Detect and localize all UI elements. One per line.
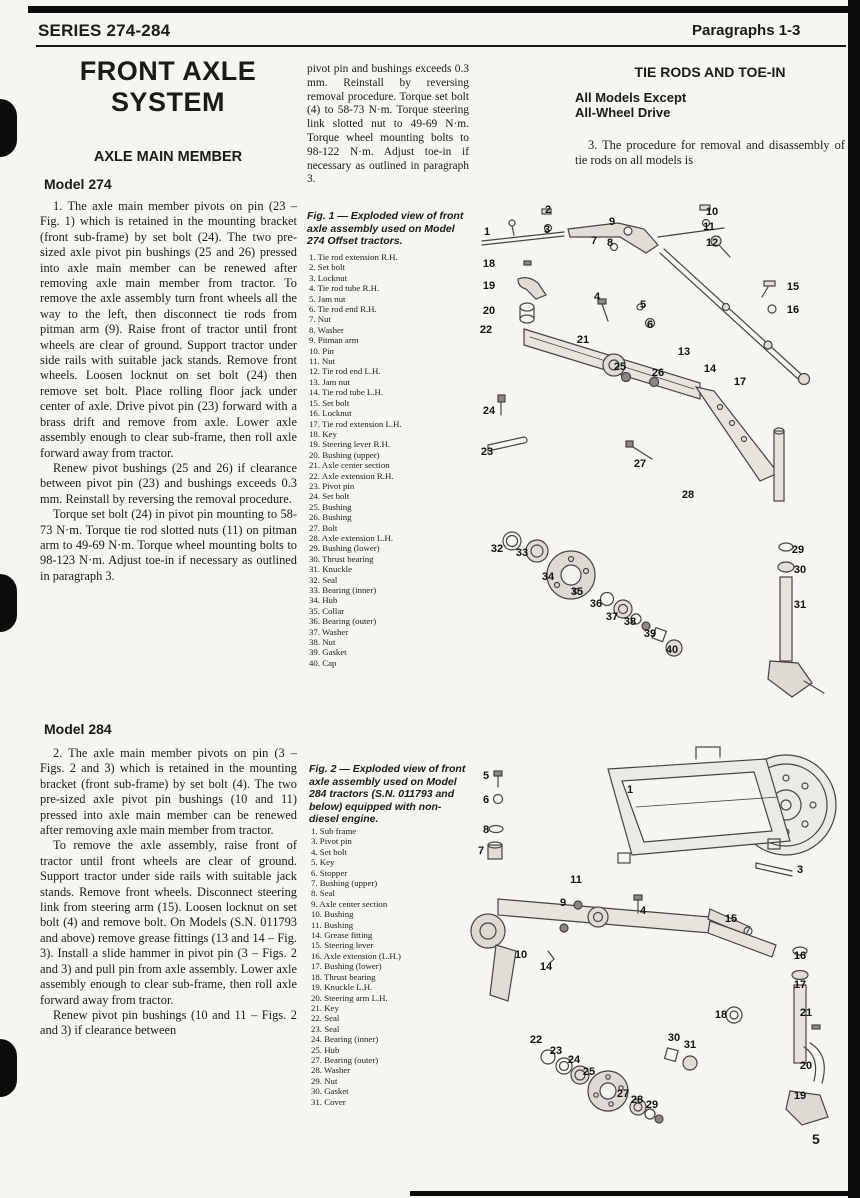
scan-edge-top <box>28 6 850 13</box>
fig-callout-26: 26 <box>651 367 665 379</box>
legend-item: 7. Nut <box>309 314 331 325</box>
legend-item: 5. Jam nut <box>309 293 346 304</box>
fig-callout-25: 25 <box>613 361 627 373</box>
fig-callout-15: 15 <box>786 281 800 293</box>
legend-item: 20. Steering arm L.H. <box>311 992 388 1003</box>
model-284-heading: Model 284 <box>44 721 112 737</box>
fig-callout-35: 35 <box>570 586 584 598</box>
fig-callout-19: 19 <box>793 1090 807 1102</box>
fig-callout-29: 29 <box>791 544 805 556</box>
legend-item: 14. Grease fitting <box>311 930 373 941</box>
fig-callout-9: 9 <box>608 216 616 228</box>
fig-callout-31: 31 <box>793 599 807 611</box>
tie-rods-heading: TIE RODS AND TOE-IN <box>634 64 786 80</box>
fig-callout-1: 1 <box>483 226 491 238</box>
legend-item: 25. Bushing <box>309 501 352 512</box>
legend-item: 27. Bolt <box>309 522 338 533</box>
legend-item: 30. Gasket <box>311 1086 349 1097</box>
fig-callout-24: 24 <box>567 1054 581 1066</box>
legend-item: 21. Key <box>311 1002 339 1013</box>
body-paragraph: Torque set bolt (24) in pivot pin mounting to 58-73 N·m. Torque tie rod slotted nuts (11) on pitman arm to 49-69 N·m. Torque wheel mounting bolts to 98-123 N·m. Adjust toe-in if necessary as outlined in paragraph 3. <box>40 507 297 583</box>
fig-callout-8: 8 <box>482 824 490 836</box>
legend-item: 34. Hub <box>309 595 338 606</box>
legend-item: 11. Nut <box>309 356 336 367</box>
legend-item: 23. Pivot pin <box>309 480 355 491</box>
legend-item: 6. Tie rod end R.H. <box>309 304 377 315</box>
fig-callout-10: 10 <box>705 206 719 218</box>
header-rule <box>36 45 846 47</box>
tie-rods-subheading-line-2: All-Wheel Drive <box>575 105 671 120</box>
figure-1 <box>468 195 850 700</box>
body-paragraph: Renew pivot bushings (25 and 26) if clearance between pivot pin (23) and bushings exceeds 0.3 mm. Reinstall by reversing the removal procedure. <box>40 460 297 506</box>
legend-item: 16. Locknut <box>309 408 352 419</box>
legend-item: 1. Sub frame <box>311 826 357 836</box>
fig1-caption: Fig. 1 — Exploded view of front axle assembly used on Model 274 Offset tractors. <box>307 210 464 248</box>
legend-item: 12. Tie rod end L.H. <box>309 366 381 377</box>
legend-item: 40. Cap <box>309 657 337 668</box>
fig-callout-19: 19 <box>482 280 496 292</box>
legend-item: 8. Seal <box>311 888 335 899</box>
binding-mark-3 <box>0 1039 17 1097</box>
model-274-heading: Model 274 <box>44 176 112 192</box>
legend-item: 4. Tie rod tube R.H. <box>309 283 380 294</box>
legend-item: 6. Stopper <box>311 867 348 878</box>
legend-item: 14. Tie rod tube L.H. <box>309 387 384 398</box>
fig-callout-21: 21 <box>799 1007 813 1019</box>
fig-callout-15: 15 <box>724 913 738 925</box>
fig-callout-4: 4 <box>593 291 601 303</box>
fig2-caption: Fig. 2 — Exploded view of front axle assembly used on Model 284 tractors (S.N. 011793 and below) equipped with non-diesel engine. <box>309 763 466 826</box>
fig-callout-3: 3 <box>543 224 551 236</box>
fig2-legend <box>311 826 469 1107</box>
continuation-text: pivot pin and bushings exceeds 0.3 mm. Reinstall by reversing removal procedure. Torque set bolt (4) to 58-73 N·m. Torque steering link slotted nut to 49-69 N·m. Torque wheel mounting bolts to 98-122 N·m. Adjust toe-in if necessary as outlined in paragraph 3. <box>307 63 469 186</box>
fig-callout-16: 16 <box>786 304 800 316</box>
legend-item: 4. Set bolt <box>311 846 347 857</box>
legend-item: 22. Axle extension R.H. <box>309 470 394 481</box>
legend-item: 20. Bushing (upper) <box>309 449 380 460</box>
fig1-legend <box>309 252 467 668</box>
legend-item: 29. Bushing (lower) <box>309 543 380 554</box>
body-paragraph: Renew pivot pin bushings (10 and 11 – Figs. 2 and 3) if clearance between <box>40 1007 297 1038</box>
fig-callout-11: 11 <box>570 874 582 886</box>
page-title-line-1: FRONT AXLE <box>79 56 257 86</box>
legend-item: 32. Seal <box>309 574 338 585</box>
legend-item: 2. Set bolt <box>309 262 345 273</box>
fig-callout-27: 27 <box>616 1088 630 1100</box>
legend-item: 37. Washer <box>309 626 349 637</box>
legend-item: 8. Washer <box>309 324 344 335</box>
fig-callout-34: 34 <box>541 571 555 583</box>
body-paragraph: 2. The axle main member pivots on pin (3 – Figs. 2 and 3) which is retained in the mounting bracket (front sub-frame) by set bolt (4). The two pre-sized axle pivot pin bushings (10 and 11) pressed into axle main member can be renewed after removing axle main member from tractor. <box>40 746 297 838</box>
fig-callout-6: 6 <box>482 794 490 806</box>
legend-item: 15. Set bolt <box>309 397 350 408</box>
page-number: 5 <box>812 1131 820 1147</box>
section-heading-axle-main-member: AXLE MAIN MEMBER <box>93 149 243 165</box>
fig-callout-7: 7 <box>590 235 598 247</box>
fig-callout-2: 2 <box>544 204 552 216</box>
legend-item: 3. Locknut <box>309 272 348 283</box>
body-paragraph: To remove the axle assembly, raise front of tractor until front wheels are clear of ground. Support tractor under side rails with suitable jack stands. Remove front wheels. Disconnect steering link from steering arm (15). Loosen locknut on set bolt (4) and remove bolt. On Models (S.N. 011793 and above) remove grease fittings (13 and 14 – Fig. 3). Install a slide hammer in pivot pin (3 – Figs. 2 and 3) and pull pin from axle assembly. Lower axle assembly enough to clear sub-frame, then roll axle forward away from tractor. <box>40 838 297 1007</box>
fig-callout-30: 30 <box>793 564 807 576</box>
fig-callout-33: 33 <box>515 547 529 559</box>
fig-callout-14: 14 <box>539 961 553 973</box>
legend-item: 16. Axle extension (L.H.) <box>311 950 401 961</box>
legend-item: 21. Axle center section <box>309 460 390 471</box>
legend-item: 15. Steering lever <box>311 940 374 951</box>
fig-callout-9: 9 <box>559 897 567 909</box>
header-series: SERIES 274-284 <box>38 21 171 40</box>
legend-item: 10. Bushing <box>311 909 354 920</box>
legend-item: 31. Cover <box>311 1096 346 1107</box>
legend-item: 27. Bearing (outer) <box>311 1054 379 1065</box>
legend-item: 9. Axle center section <box>311 898 388 909</box>
legend-item: 36. Bearing (outer) <box>309 616 377 627</box>
fig-callout-4: 4 <box>639 905 647 917</box>
tie-rods-subheading <box>575 90 686 120</box>
fig-callout-10: 10 <box>514 949 528 961</box>
fig-callout-28: 28 <box>630 1094 644 1106</box>
legend-item: 39. Gasket <box>309 647 347 658</box>
fig-callout-30: 30 <box>667 1032 681 1044</box>
legend-item: 30. Thrust bearing <box>309 553 374 564</box>
fig-callout-18: 18 <box>482 258 496 270</box>
fig-callout-17: 17 <box>733 376 747 388</box>
legend-item: 5. Key <box>311 857 335 868</box>
body-paragraph: 1. The axle main member pivots on pin (23 – Fig. 1) which is retained in the mounting bracket (front sub-frame) by set bolt (24). The two pre-sized axle pivot pin bushings (25 and 26) pressed into axle main member can be renewed after removing axle main member from tractor. To remove the axle assembly turn front wheels all the way to the left, then disconnect tie rods from pitman arm (9). Raise front of tractor until front wheels are clear of ground. Support tractor under side rails with suitable jack stands. Remove front wheels. Loosen locknut on set bolt (24) then remove set bolt. Place rolling floor jack under center of axle. Drive pivot pin (23) forward with a brass drift and remove from axle. Lower axle assembly enough to clear sub-frame, then roll axle forward away from tractor. <box>40 199 297 460</box>
fig-callout-21: 21 <box>576 334 590 346</box>
fig2-callouts <box>468 745 850 1130</box>
fig-callout-40: 40 <box>665 644 679 656</box>
legend-item: 9. Pitman arm <box>309 335 359 346</box>
scan-edge-bottom <box>410 1191 850 1196</box>
fig-callout-22: 22 <box>529 1034 543 1046</box>
model-274-text <box>40 199 297 584</box>
legend-item: 13. Jam nut <box>309 376 350 387</box>
fig-callout-23: 23 <box>480 446 494 458</box>
legend-item: 18. Key <box>309 428 337 439</box>
legend-item: 38. Nut <box>309 637 336 648</box>
binding-mark-2 <box>0 574 17 632</box>
fig1-callouts <box>468 195 850 700</box>
fig-callout-31: 31 <box>683 1039 697 1051</box>
legend-item: 19. Steering lever R.H. <box>309 439 391 450</box>
fig-callout-20: 20 <box>799 1060 813 1072</box>
fig-callout-37: 37 <box>605 611 619 623</box>
model-284-text <box>40 746 297 1039</box>
legend-item: 11. Bushing <box>311 919 354 930</box>
fig-callout-13: 13 <box>677 346 691 358</box>
page-title-line-2: SYSTEM <box>110 87 226 117</box>
fig-callout-16: 16 <box>793 950 807 962</box>
fig-callout-32: 32 <box>490 543 504 555</box>
fig-callout-11: 11 <box>703 221 715 233</box>
fig-callout-3: 3 <box>796 864 804 876</box>
fig-callout-14: 14 <box>703 363 717 375</box>
fig-callout-29: 29 <box>645 1099 659 1111</box>
fig-callout-23: 23 <box>549 1045 563 1057</box>
legend-item: 1. Tie rod extension R.H. <box>309 252 398 262</box>
binding-mark-1 <box>0 99 17 157</box>
fig-callout-1: 1 <box>626 784 634 796</box>
fig-callout-7: 7 <box>477 845 485 857</box>
fig-callout-12: 12 <box>705 237 719 249</box>
legend-item: 22. Seal <box>311 1013 340 1024</box>
fig-callout-27: 27 <box>633 458 647 470</box>
fig-callout-39: 39 <box>643 628 657 640</box>
legend-item: 29. Nut <box>311 1075 338 1086</box>
legend-item: 28. Washer <box>311 1065 351 1076</box>
figure-2 <box>468 745 850 1130</box>
legend-item: 18. Thrust bearing <box>311 971 376 982</box>
legend-item: 24. Set bolt <box>309 491 350 502</box>
tie-rods-subheading-line-1: All Models Except <box>575 90 687 105</box>
legend-item: 25. Hub <box>311 1044 340 1055</box>
legend-item: 3. Pivot pin <box>311 836 352 847</box>
legend-item: 26. Bushing <box>309 512 352 523</box>
legend-item: 17. Tie rod extension L.H. <box>309 418 402 429</box>
fig-callout-22: 22 <box>479 324 493 336</box>
tie-rods-text: 3. The procedure for removal and disassembly of tie rods on all models is <box>575 138 845 168</box>
legend-item: 24. Bearing (inner) <box>311 1034 379 1045</box>
fig-callout-25: 25 <box>582 1066 596 1078</box>
fig-callout-28: 28 <box>681 489 695 501</box>
fig-callout-24: 24 <box>482 405 496 417</box>
fig-callout-5: 5 <box>639 299 647 311</box>
page-title <box>40 56 296 118</box>
legend-item: 35. Collar <box>309 605 345 616</box>
header-paragraph-range: Paragraphs 1-3 <box>692 22 801 39</box>
fig-callout-36: 36 <box>589 598 603 610</box>
fig-callout-20: 20 <box>482 305 496 317</box>
legend-item: 10. Pin <box>309 345 334 356</box>
legend-item: 31. Knuckle <box>309 564 352 575</box>
legend-item: 17. Bushing (lower) <box>311 961 382 972</box>
legend-item: 19. Knuckle L.H. <box>311 982 373 993</box>
legend-item: 23. Seal <box>311 1023 340 1034</box>
fig-callout-8: 8 <box>606 237 614 249</box>
legend-item: 7. Bushing (upper) <box>311 878 378 889</box>
fig-callout-38: 38 <box>623 616 637 628</box>
fig-callout-6: 6 <box>646 319 654 331</box>
legend-item: 28. Axle extension L.H. <box>309 532 394 543</box>
fig-callout-17: 17 <box>793 979 807 991</box>
fig-callout-5: 5 <box>482 770 490 782</box>
legend-item: 33. Bearing (inner) <box>309 585 377 595</box>
fig-callout-18: 18 <box>714 1009 728 1021</box>
